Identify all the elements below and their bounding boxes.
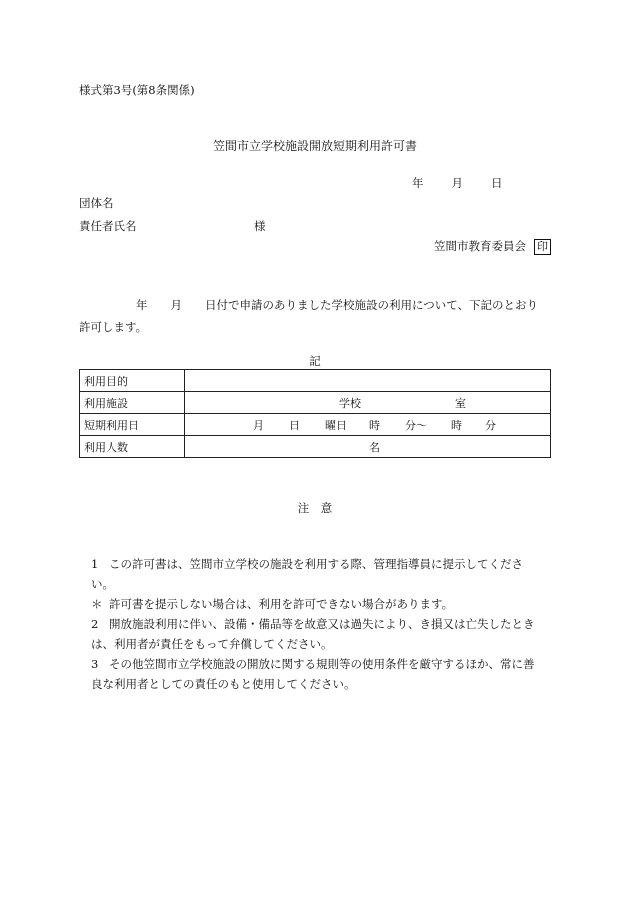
note-text: その他笠間市立学校施設の開放に関する規則等の使用条件を厳守するほか、常に善 (109, 657, 535, 671)
note-text: 開放施設利用に伴い、設備・備品等を故意又は過失により、き損又は亡失したとき (109, 617, 535, 631)
table-row (80, 414, 551, 436)
issue-date (412, 175, 503, 191)
facility-value (185, 392, 551, 414)
usage-table (79, 369, 551, 458)
note-text-cont: い。 (91, 577, 114, 591)
permission-text-line1: 年 月 日付で申請のありました学校施設の利用について、下記のとおり (136, 298, 539, 312)
issuer (434, 238, 551, 255)
list-item (79, 614, 553, 654)
end-hour: 時 (451, 419, 462, 432)
use-weekday: 曜日 (325, 419, 347, 432)
notice-title: 注 意 (297, 501, 333, 515)
use-month: 月 (253, 419, 264, 432)
date-value (185, 414, 551, 436)
org-name-label: 団体名 (79, 196, 114, 210)
note-number: 2 (91, 617, 99, 631)
date-month: 月 (451, 176, 463, 190)
table-row (80, 370, 551, 392)
list-item (79, 594, 553, 614)
notice-list (79, 554, 553, 694)
permission-text-line2: 許可します。 (79, 320, 148, 334)
date-year: 年 (412, 176, 424, 190)
table-row (80, 436, 551, 458)
permission-text (79, 294, 551, 338)
end-minute: 分 (485, 419, 496, 432)
representative-label: 責任者氏名 (79, 219, 137, 233)
date-day: 日 (491, 176, 503, 190)
use-day: 日 (289, 419, 300, 432)
start-hour: 時 (369, 419, 380, 432)
row-label-purpose: 利用目的 (80, 370, 185, 392)
ki-heading: 記 (309, 354, 321, 368)
note-number: 3 (91, 657, 99, 671)
start-minute: 分〜 (405, 419, 427, 432)
list-item (79, 654, 553, 694)
list-item (79, 554, 553, 594)
seal-mark: 印 (534, 239, 551, 255)
row-label-date: 短期利用日 (80, 414, 185, 436)
row-label-count: 利用人数 (80, 436, 185, 458)
room-unit: 室 (455, 397, 466, 410)
table-row (80, 392, 551, 414)
note-text: 許可書を提示しない場合は、利用を許可できない場合があります。 (109, 597, 454, 611)
purpose-value (185, 370, 551, 392)
count-value (185, 436, 551, 458)
page-title: 笠間市立学校施設開放短期利用許可書 (212, 139, 417, 153)
count-unit: 名 (369, 441, 380, 454)
note-text-cont: は、利用者が責任をもって弁償してください。 (91, 637, 333, 651)
note-number: 1 (91, 557, 99, 571)
note-text-cont: 良な利用者としての責任のもと使用してください。 (91, 677, 356, 691)
row-label-facility: 利用施設 (80, 392, 185, 414)
note-text: この許可書は、笠間市立学校の施設を利用する際、管理指導員に提示してくださ (109, 557, 523, 571)
honorific: 様 (254, 219, 266, 233)
form-number: 様式第3号(第8条関係) (79, 83, 195, 97)
school-unit: 学校 (339, 397, 361, 410)
note-number: ＊ (91, 597, 103, 611)
issuer-name: 笠間市教育委員会 (434, 239, 526, 253)
